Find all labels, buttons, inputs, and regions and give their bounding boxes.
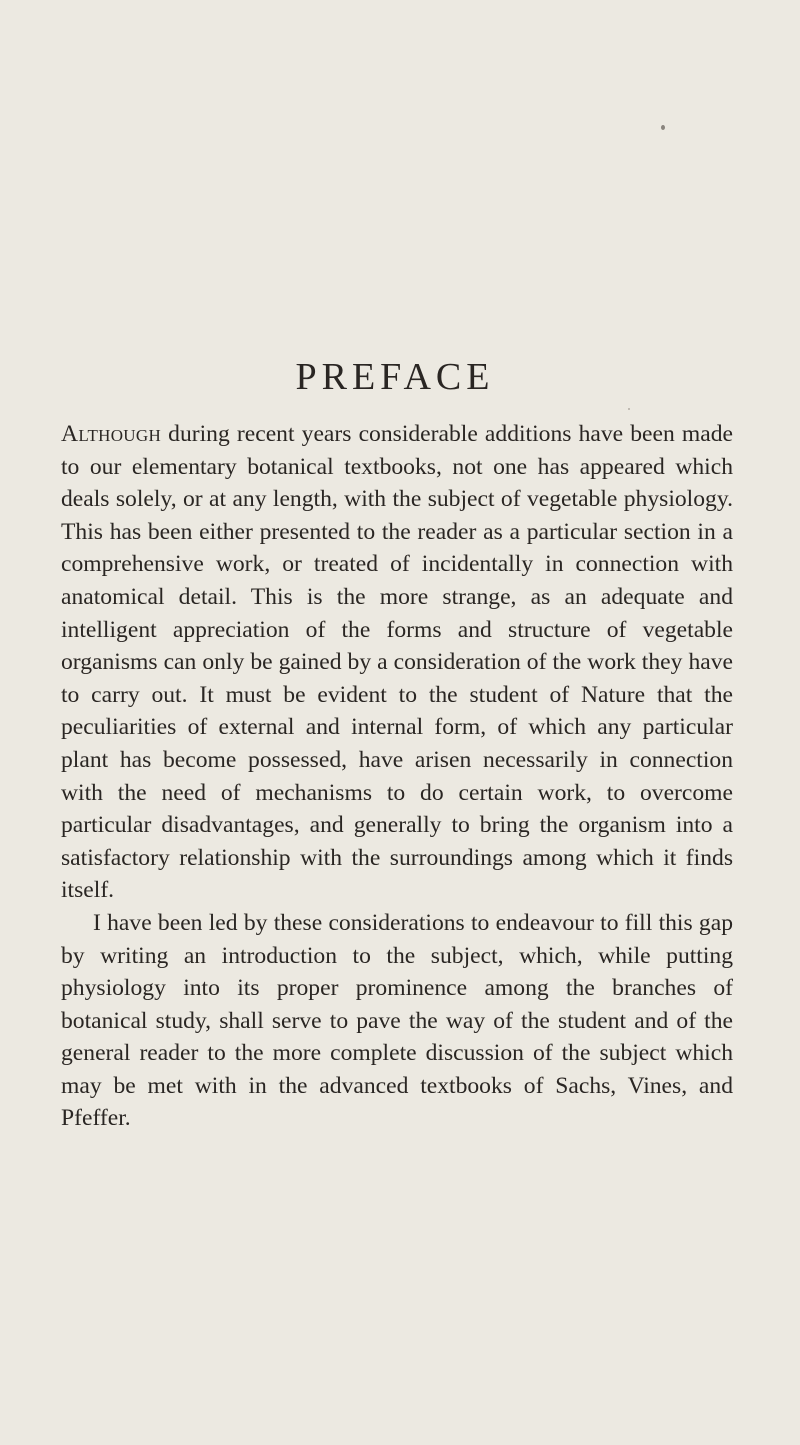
paragraph-1: [61, 418, 733, 907]
preface-body: [61, 418, 733, 1135]
page-title: PREFACE: [295, 356, 495, 398]
paragraph-lead-word: Although: [61, 421, 162, 447]
page-speck: [628, 408, 630, 410]
paragraph-text: I have been led by these considerations to endeavour to fill this gap by writing an introduction to the subject, which, while putting physiology into its proper prominence among the branches of botanical study, shall serve to pave the way of the student and of the general reader to the more complete discussion of the subject which may be met with in the advanced textbooks of Sachs, Vines, and Pfeffer.: [61, 909, 733, 1132]
paragraph-2: [61, 907, 733, 1135]
page-speck: [661, 125, 665, 130]
paragraph-text: during recent years considerable additions have been made to our elementary botanical textbooks, not one has appeared which deals solely, or at any length, with the subject of vegetable physiology. This has been either presented to the reader as a particular section in a comprehensive work, or treated of incidentally in connection with anatomical detail. This is the more strange, as an adequate and intelligent appreciation of the forms and structure of vegetable organisms can only be gained by a consideration of the work they have to carry out. It must be evident to the student of Nature that the peculiarities of external and internal form, of which any particular plant has become possessed, have arisen necessarily in connection with the need of mechanisms to do certain work, to overcome particular disadvantages, and generally to bring the organism into a satisfactory relationship with the surroundings among which it finds itself.: [61, 421, 733, 904]
